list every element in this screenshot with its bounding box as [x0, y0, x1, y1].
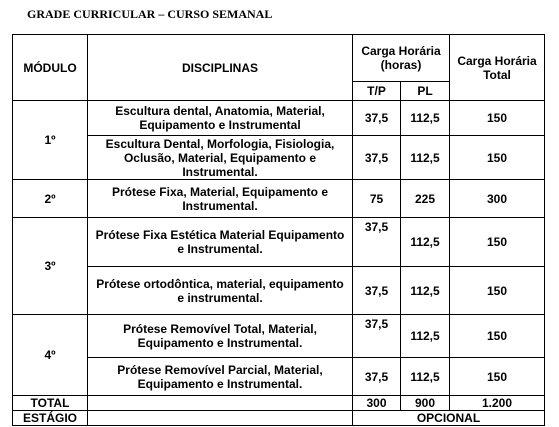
- module-label: 3º: [13, 218, 88, 315]
- total-cell: 150: [450, 218, 545, 267]
- pl-cell: 112,5: [401, 101, 450, 136]
- discipline-cell: Prótese Removível Total, Material, Equipamento e Instrumental.: [88, 315, 353, 358]
- tp-cell: 37,5: [353, 101, 401, 136]
- discipline-cell: Prótese Fixa Estética Material Equipamento e Instrumental.: [88, 218, 353, 267]
- pl-cell: 112,5: [401, 218, 450, 267]
- total-cell: 150: [450, 267, 545, 315]
- pl-cell: 112,5: [401, 315, 450, 358]
- curriculum-table: [12, 34, 545, 426]
- discipline-cell: Escultura dental, Anatomia, Material, Equipamento e Instrumental: [88, 101, 353, 136]
- header-carga-horaria: Carga Horária (horas): [353, 35, 450, 82]
- total-empty-cell: [88, 396, 353, 411]
- discipline-cell: Escultura Dental, Morfologia, Fisiologia, Oclusão, Material, Equipamento e Instrumental.: [88, 136, 353, 180]
- pl-cell: 225: [401, 180, 450, 218]
- tp-cell: 37,5: [353, 315, 401, 358]
- discipline-cell: Prótese Removível Parcial, Material, Equipamento e Instrumental.: [88, 358, 353, 396]
- discipline-cell: Prótese ortodôntica, material, equipamento e instrumental.: [88, 267, 353, 315]
- pl-cell: 112,5: [401, 267, 450, 315]
- table-row: [13, 180, 545, 218]
- tp-cell: 37,5: [353, 218, 401, 267]
- total-cell: 150: [450, 315, 545, 358]
- total-sum: 1.200: [450, 396, 545, 411]
- table-row: [13, 218, 545, 267]
- discipline-cell: Prótese Fixa, Material, Equipamento e Instrumental.: [88, 180, 353, 218]
- total-tp: 300: [353, 396, 401, 411]
- module-label: 4º: [13, 315, 88, 396]
- estagio-value: OPCIONAL: [353, 411, 545, 426]
- estagio-label: ESTÁGIO: [13, 411, 88, 426]
- module-label: 2º: [13, 180, 88, 218]
- header-disciplinas: DISCIPLINAS: [88, 35, 353, 101]
- tp-cell: 75: [353, 180, 401, 218]
- header-modulo: MÓDULO: [13, 35, 88, 101]
- header-tp: T/P: [353, 82, 401, 101]
- total-cell: 300: [450, 180, 545, 218]
- total-cell: 150: [450, 358, 545, 396]
- estagio-row: [13, 411, 545, 426]
- table-row: [13, 358, 545, 396]
- estagio-empty-cell: [88, 411, 353, 426]
- table-row: [13, 315, 545, 358]
- page-title: GRADE CURRICULAR – CURSO SEMANAL: [27, 7, 273, 21]
- header-pl: PL: [401, 82, 450, 101]
- total-cell: 150: [450, 136, 545, 180]
- tp-cell: 37,5: [353, 136, 401, 180]
- pl-cell: 112,5: [401, 358, 450, 396]
- total-pl: 900: [401, 396, 450, 411]
- module-label: 1º: [13, 101, 88, 180]
- tp-cell: 37,5: [353, 358, 401, 396]
- total-cell: 150: [450, 101, 545, 136]
- pl-cell: 112,5: [401, 136, 450, 180]
- tp-cell: 37,5: [353, 267, 401, 315]
- header-carga-total: Carga Horária Total: [450, 35, 545, 101]
- table-row: [13, 267, 545, 315]
- table-row: [13, 136, 545, 180]
- total-label: TOTAL: [13, 396, 88, 411]
- table-row: [13, 101, 545, 136]
- total-row: [13, 396, 545, 411]
- header-row: [13, 35, 545, 82]
